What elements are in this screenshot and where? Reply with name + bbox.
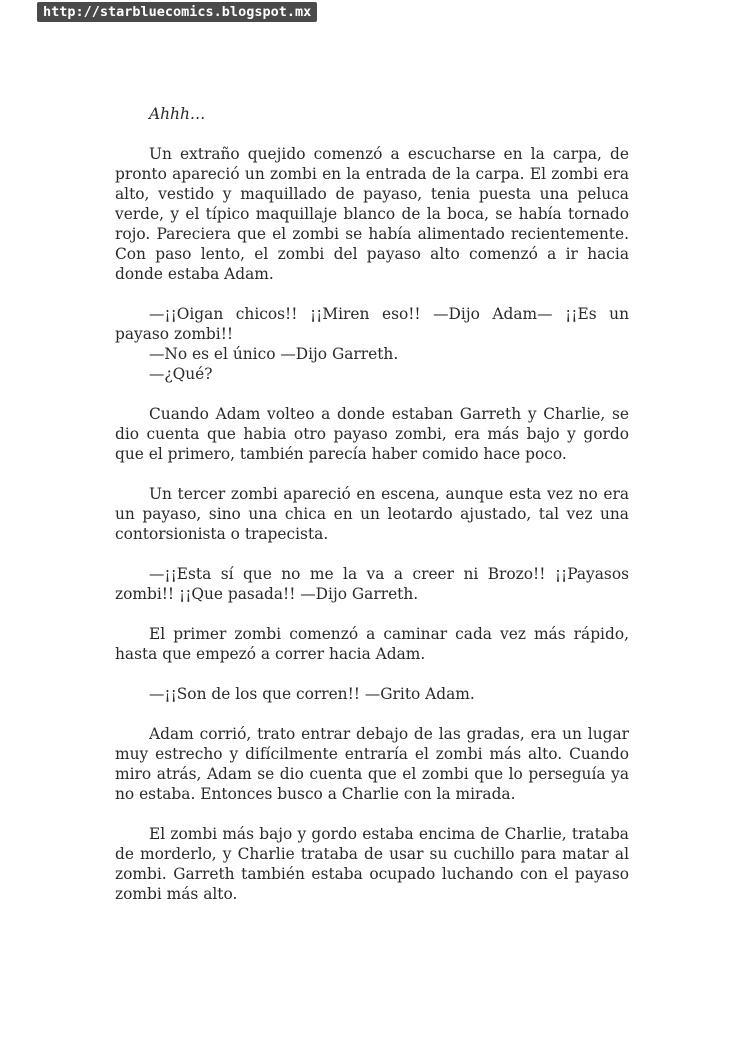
dialogue-line: —¡¡Esta sí que no me la va a creer ni Brozo!! ¡¡Payasos zombi!! ¡¡Que pasada!! —Dijo Garreth. [115,565,629,603]
dialogue-line: —¡¡Oigan chicos!! ¡¡Miren eso!! —Dijo Adam— ¡¡Es un payaso zombi!! [115,305,629,343]
paragraph: Adam corrió, trato entrar debajo de las gradas, era un lugar muy estrecho y difícilmente entraría el zombi más alto. Cuando miro atrás, Adam se dio cuenta que el zombi que lo perseguía ya no estaba. Entonces busco a Charlie con la mirada. [115,725,629,803]
watermark-url: http://starbluecomics.blogspot.mx [37,2,317,22]
paragraph: Un extraño quejido comenzó a escucharse en la carpa, de pronto apareció un zombi en la entrada de la carpa. El zombi era alto, vestido y maquillado de payaso, tenia puesta una peluca verde, y el típico maquillaje blanco de la boca, se había tornado rojo. Pareciera que el zombi se había alimentado recientemente. Con paso lento, el zombi del payaso alto comenzó a ir hacia donde estaba Adam. [115,145,629,283]
dialogue-line: —¡¡Son de los que corren!! —Grito Adam. [149,685,475,703]
page-body [115,104,629,924]
paragraph: Ahhh… [149,105,206,123]
dialogue-line: —No es el único —Dijo Garreth. [149,345,399,363]
paragraph: El zombi más bajo y gordo estaba encima de Charlie, trataba de morderlo, y Charlie trataba de usar su cuchillo para matar al zombi. Garreth también estaba ocupado luchando con el payaso zombi más alto. [115,825,629,903]
paragraph: El primer zombi comenzó a caminar cada vez más rápido, hasta que empezó a correr hacia Adam. [115,625,629,663]
dialogue-line: —¿Qué? [149,365,213,383]
paragraph: Cuando Adam volteo a donde estaban Garreth y Charlie, se dio cuenta que habia otro payaso zombi, era más bajo y gordo que el primero, también parecía haber comido hace poco. [115,405,629,463]
paragraph: Un tercer zombi apareció en escena, aunque esta vez no era un payaso, sino una chica en un leotardo ajustado, tal vez una contorsionista o trapecista. [115,485,629,543]
